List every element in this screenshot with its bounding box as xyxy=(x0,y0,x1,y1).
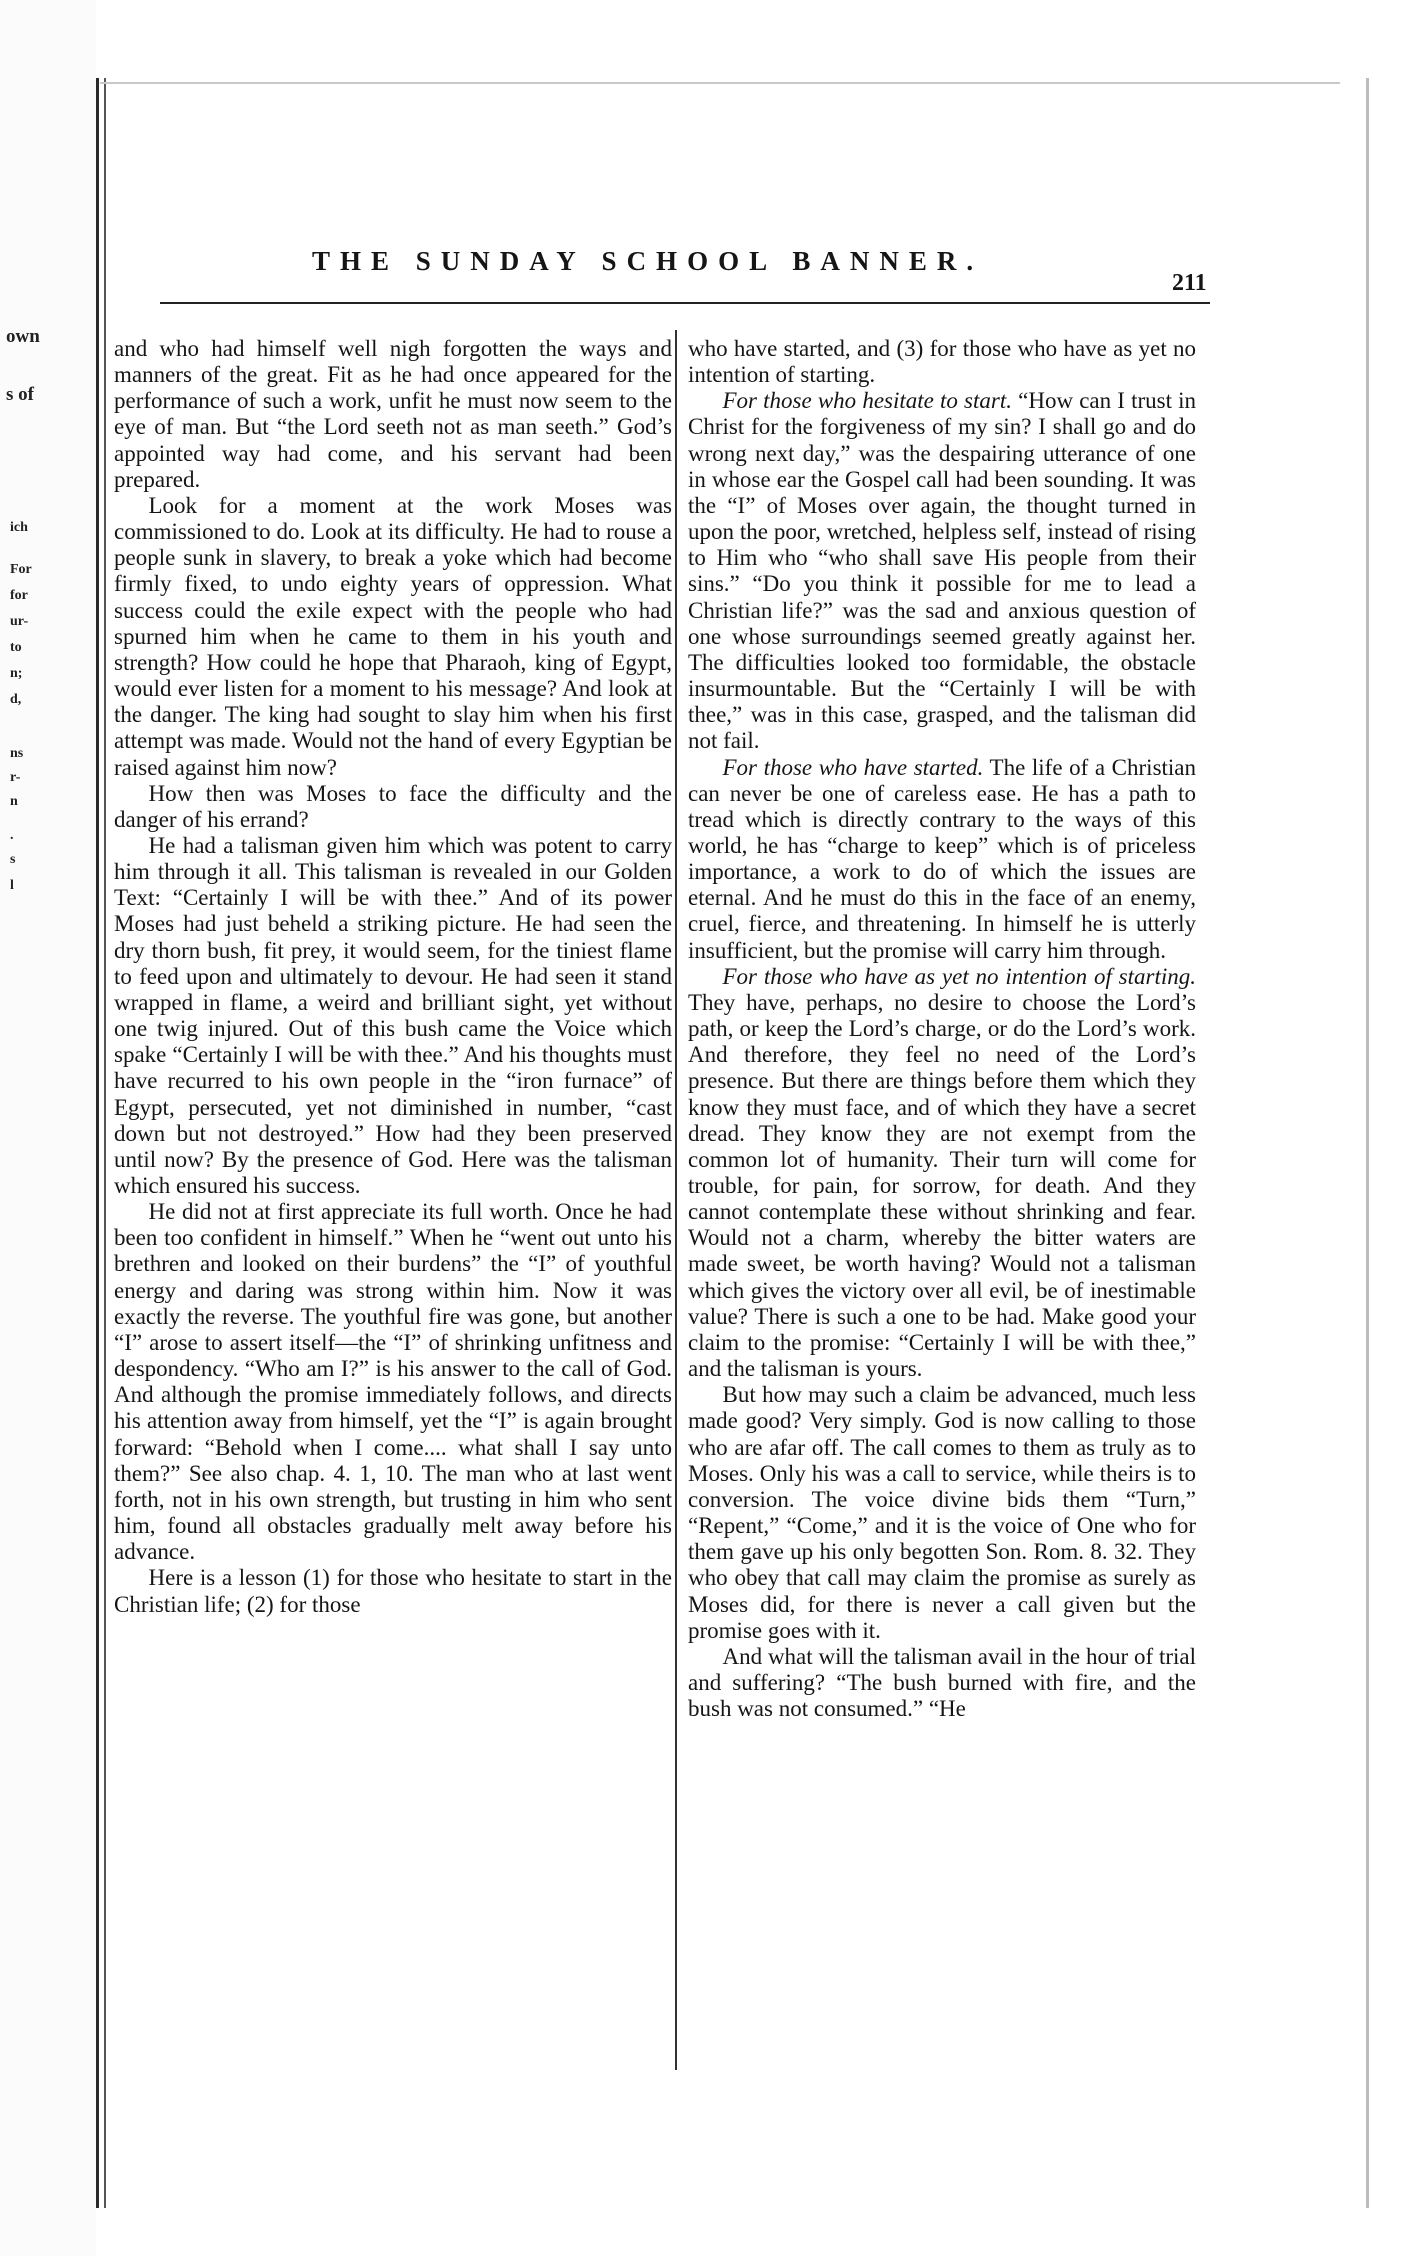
page-top-edge xyxy=(100,82,1340,84)
paragraph-lead: For those who have started. xyxy=(722,754,984,780)
sliver-fragment: ich xyxy=(10,520,28,535)
sliver-fragment: for xyxy=(10,588,28,603)
sliver-word: s of xyxy=(6,384,34,405)
running-head: THE SUNDAY SCHOOL BANNER. xyxy=(312,246,984,276)
paragraph xyxy=(688,755,1196,964)
paragraph-lead: For those who hesitate to start. xyxy=(722,388,1012,414)
sliver-fragment: r- xyxy=(10,770,21,785)
sliver-fragment: n; xyxy=(10,666,23,681)
binding-edge xyxy=(96,78,99,2208)
paragraph xyxy=(688,1382,1196,1644)
paragraph-text: But how may such a claim be advanced, much less made good? Very simply. God is now calling to those who are afar off. The call comes to them as truly as to Moses. Only his was a call to service, while theirs is to conversion. The voice divine bids them “Turn,” “Repent,” “Come,” and it is the voice of One who for them gave up his only begotten Son. Rom. 8. 32. They who obey that call may claim the promise as surely as Moses did, for there is never a call given but the promise goes with it. xyxy=(688,1382,1196,1643)
paragraph-text: And what will the talisman avail in the hour of trial and suffering? “The bush burned with fire, and the bush was not consumed.” “He xyxy=(688,1643,1196,1722)
paragraph-text: who have started, and (3) for those who have as yet no intention of starting. xyxy=(688,336,1196,388)
sliver-fragment: l xyxy=(10,878,14,893)
paragraph: How then was Moses to face the difficulty and the danger of his errand? xyxy=(114,780,672,832)
paragraph-text: The life of a Christian can never be one of careless ease. He has a path to tread which is directly contrary to the ways of this world, he has “charge to keep” which is of priceless importance, a work to do of which the issues are eternal. And he must do this in the face of an enemy, cruel, fierce, and threatening. In himself he is utterly insufficient, but the promise will carry him through. xyxy=(688,754,1197,963)
sliver-fragment: to xyxy=(10,640,22,655)
sliver-fragment: ur- xyxy=(10,614,29,629)
paragraph: He had a talisman given him which was potent to carry him through it all. This talisman is revealed in our Golden Text: “Certainly I will be with thee.” And of its power Moses had just beheld a striking picture. He had seen the dry thorn bush, fit prey, it would seem, for the tiniest flame to feed upon and ultimately to devour. He had seen it stand wrapped in flame, a weird and brilliant sight, yet without one twig injured. Out of this bush came the Voice which spake “Certainly I will be with thee.” And his thoughts must have recurred to his own people in the “iron furnace” of Egypt, persecuted, yet not diminished in number, “cast down but not destroyed.” How had they been preserved until now? By the presence of God. Here was the talisman which ensured his success. xyxy=(114,832,672,1198)
sliver-fragment: . xyxy=(10,828,14,843)
right-column xyxy=(688,336,1196,1722)
paragraph xyxy=(688,964,1196,1383)
paragraph: and who had himself well nigh forgotten the ways and manners of the great. Fit as he had once appeared for the performance of such a work, unfit he must now seem to the eye of man. But “the Lord seeth not as man seeth.” God’s appointed way had come, and his servant had been prepared. xyxy=(114,336,672,492)
paragraph xyxy=(688,1644,1196,1722)
paragraph: He did not at first appreciate its full worth. Once he had been too confident in himself.” When he “went out unto his brethren and looked on their burdens” the “I” of youthful energy and daring was strong within him. Now it was exactly the reverse. The youthful fire was gone, but another “I” arose to assert itself—the “I” of shrinking unfitness and despondency. “Who am I?” is his answer to the call of God. And although the promise immediately follows, and directs his attention away from himself, yet the “I” is again brought forward: “Behold when I come.... what shall I say unto them?” See also chap. 4. 1, 10. The man who at last went forth, not in his own strength, but trusting in him who sent him, found all obstacles gradually melt away before his advance. xyxy=(114,1199,672,1565)
page-right-edge xyxy=(1366,78,1369,2208)
paragraph xyxy=(688,336,1196,388)
sliver-fragment: d, xyxy=(10,692,22,707)
paragraph xyxy=(688,388,1196,754)
sliver-fragment: s xyxy=(10,852,16,867)
column-divider xyxy=(675,330,677,2070)
paragraph-text: “How can I trust in Christ for the forgiveness of my sin? I shall go and do wrong next day,” was the despairing utterance of one in whose ear the Gospel call had been sounding. It was the “I” of Moses over again, the thought turned in upon the poor, wretched, helpless self, instead of rising to Him who “who shall save His people from their sins.” “Do you think it possible for me to lead a Christian life?” was the sad and anxious question of one whose surroundings seemed greatly against her. The difficulties looked too formidable, the obstacle insurmountable. But the “Certainly I will be with thee,” was in this case, grasped, and the talisman did not fail. xyxy=(688,388,1196,754)
sliver-word: own xyxy=(6,326,40,347)
left-column xyxy=(114,336,672,1618)
sliver-fragment: ns xyxy=(10,746,24,761)
paragraph-lead: For those who have as yet no intention of starting. xyxy=(722,963,1196,989)
page-number: 211 xyxy=(1172,270,1207,296)
binding-edge xyxy=(104,78,106,2208)
paragraph-text: They have, perhaps, no desire to choose the Lord’s path, or keep the Lord’s charge, or do the Lord’s work. And therefore, they feel no need of the Lord’s presence. But there are things before them which they know they must face, and of which they have a secret dread. They know they are not exempt from the common lot of humanity. Their turn will come for trouble, for pain, for sorrow, for death. And they cannot contemplate these without shrinking and fear. Would not a charm, whereby the bitter waters are made sweet, be worth having? Would not a talisman which gives the victory over all evil, be of inestimable value? There is such a one to be had. Make good your claim to the promise: “Certainly I will be with thee,” and the talisman is yours. xyxy=(688,989,1196,1382)
sliver-fragment: For xyxy=(10,562,32,577)
paragraph: Look for a moment at the work Moses was commissioned to do. Look at its difficulty. He had to rouse a people sunk in slavery, to break a yoke which had become firmly fixed, to undo eighty years of oppression. What success could the exile expect with the people who had spurned him when he came to them in his youth and strength? How could he hope that Pharaoh, king of Egypt, would ever listen for a moment to his message? And look at the danger. The king had sought to slay him when his first attempt was made. Would not the hand of every Egyptian be raised against him now? xyxy=(114,492,672,780)
paragraph: Here is a lesson (1) for those who hesitate to start in the Christian life; (2) for those xyxy=(114,1565,672,1617)
previous-page-edge xyxy=(0,0,96,2256)
header-rule xyxy=(160,302,1210,304)
sliver-fragment: n xyxy=(10,794,18,809)
